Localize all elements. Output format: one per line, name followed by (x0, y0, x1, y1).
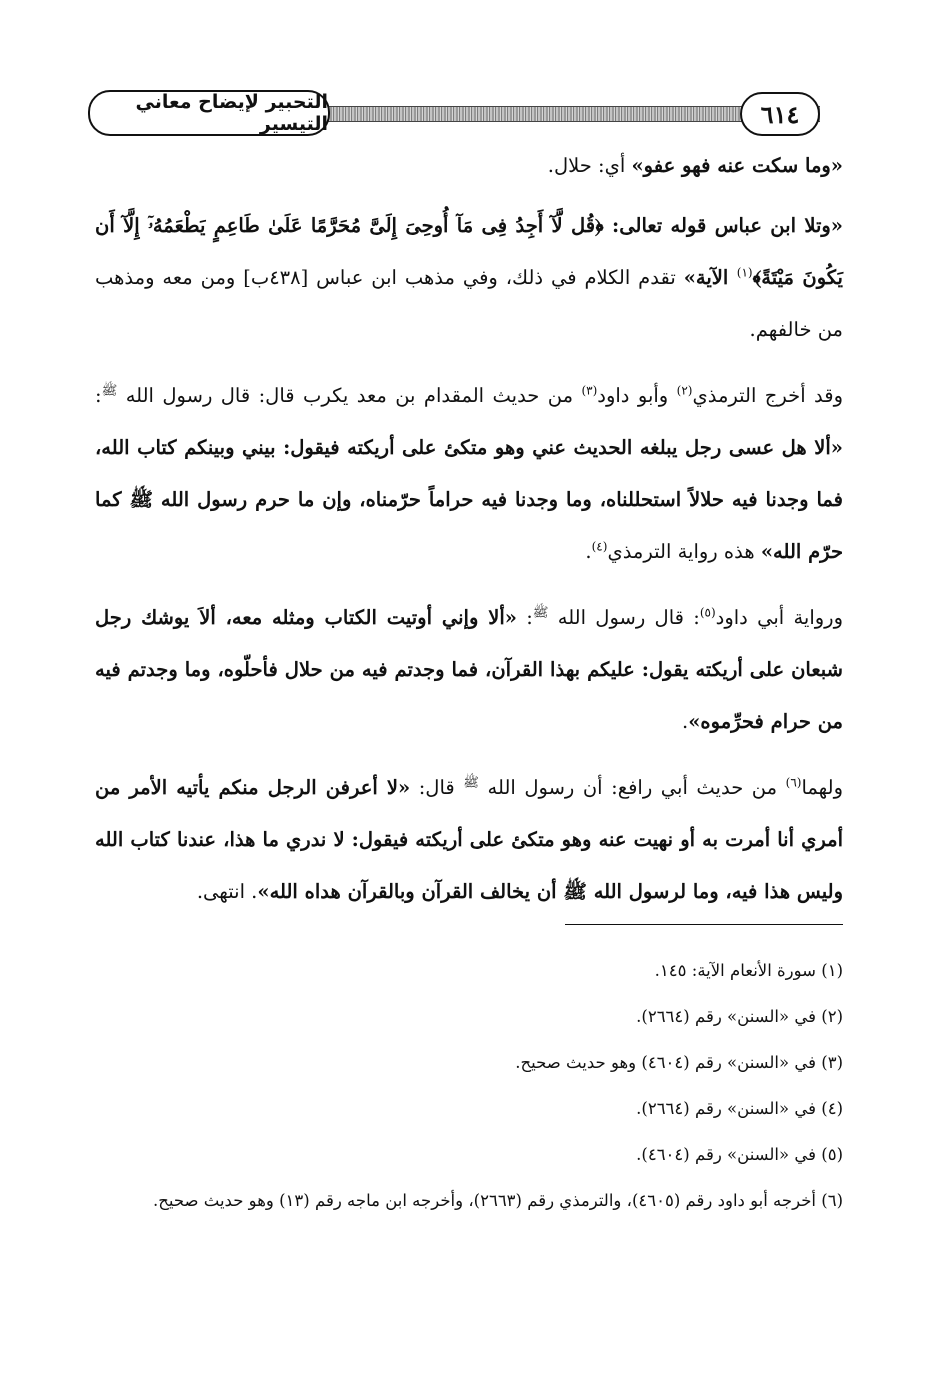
text: ولهما (801, 776, 844, 799)
main-text (95, 140, 843, 932)
text: من حديث أبي رافع: أن رسول الله (479, 776, 786, 799)
text: . (682, 710, 689, 733)
footnotes (95, 948, 843, 1224)
footnote-1: (١) سورة الأنعام الآية: ١٤٥. (654, 961, 843, 980)
page-number: ٦١٤ (740, 92, 820, 136)
hadith-quote: «ألا هل عسى رجل يبلغه الحديث عني وهو متكئ على أريكته فيقول: بيني وبينكم كتاب الله، فما وجدنا فيه حلالاً استحللناه، وما وجدنا فيه حراماً حرّمناه، وإن ما حرم رسول الله (95, 436, 843, 511)
hadith-quote: «ألا وإني أوتيت الكتاب ومثله معه، ألاَ يوشك رجل شبعان على أريكته يقول: عليكم بهذا القرآن، فما وجدتم فيه من حلال فأحلّوه، وما وجدتم فيه من حرام فحرِّموه» (95, 606, 843, 733)
hadith-quote: كما حرّم الله» (95, 488, 843, 563)
footnote-ref: (٢) (676, 383, 693, 398)
text-bold: «وتلا ابن عباس قوله تعالى: (603, 214, 843, 237)
text: ورواية أبي داود (715, 606, 844, 629)
text: هذه رواية الترمذي (607, 540, 761, 563)
footnote-ref: (٥) (699, 605, 716, 620)
footnote-3: (٣) في «السنن» رقم (٤٦٠٤) وهو حديث صحيح. (515, 1053, 843, 1072)
salutation-glyph: ﷺ (101, 383, 118, 399)
text: وقد أخرج الترمذي (692, 384, 843, 407)
text: من حديث المقدام بن معد يكرب قال: قال رسول الله (117, 384, 582, 407)
footnote-ref: (٣) (581, 383, 598, 398)
footnote-4: (٤) في «السنن» رقم (٢٦٦٤). (636, 1099, 843, 1118)
text: : قال رسول الله (548, 606, 700, 629)
text: أي: حلال. (547, 154, 632, 177)
footnote-divider (565, 924, 843, 925)
text: وأبو داود (597, 384, 677, 407)
text: . انتهى. (196, 880, 258, 903)
book-title: التحبير لإيضاح معاني التيسير (88, 90, 330, 136)
salutation-glyph: ﷺ (129, 488, 153, 511)
text: قال: (410, 776, 464, 799)
footnote-ref: (٤) (591, 539, 608, 554)
text: : (516, 606, 533, 629)
paragraph-2 (95, 370, 843, 578)
text: تقدم الكلام في ذلك، وفي مذهب ابن عباس [٤٣٨ب] ومن معه ومذهب من خالفهم. (95, 266, 843, 341)
paragraph-0 (95, 140, 843, 192)
text-bold: الآية» (683, 266, 737, 289)
paragraph-3 (95, 592, 843, 748)
paragraph-1 (95, 200, 843, 356)
footnote-5: (٥) في «السنن» رقم (٤٦٠٤). (636, 1145, 843, 1164)
footnote-ref: (٦) (785, 775, 802, 790)
text: : (95, 384, 102, 407)
hadith-quote: «وما سكت عنه فهو عفو» (631, 154, 843, 177)
footnote-ref: (١) (736, 265, 753, 280)
footnote-2: (٢) في «السنن» رقم (٢٦٦٤). (636, 1007, 843, 1026)
footnote-6: (٦) أخرجه أبو داود رقم (٤٦٠٥)، والترمذي رقم (٢٦٦٣)، وأخرجه ابن ماجه رقم (١٣) وهو حديث صحيح. (152, 1191, 843, 1210)
text: . (585, 540, 592, 563)
paragraph-4 (95, 762, 843, 918)
hadith-quote: «لا أعرفن الرجل منكم يأتيه الأمر من أمري أنا أمرت به أو نهيت عنه وهو متكئ على أريكته فيقول: لا ندري ما هذا، عندنا كتاب الله وليس هذا فيه، وما لرسول الله ﷺ أن يخالف القرآن وبالقرآن هداه الله» (95, 776, 843, 903)
quran-verse: ﴿قُل لَّآ أَجِدُ فِى مَآ أُوحِىَ إِلَىَّ مُحَرَّمًا عَلَىٰ طَاعِمٍ يَطْعَمُهُۥٓ إِلَّآ أَن يَكُونَ مَيْتَةً﴾ (95, 214, 843, 289)
page-header (88, 86, 840, 142)
salutation-glyph: ﷺ (463, 775, 479, 791)
salutation-glyph: ﷺ (532, 605, 549, 621)
